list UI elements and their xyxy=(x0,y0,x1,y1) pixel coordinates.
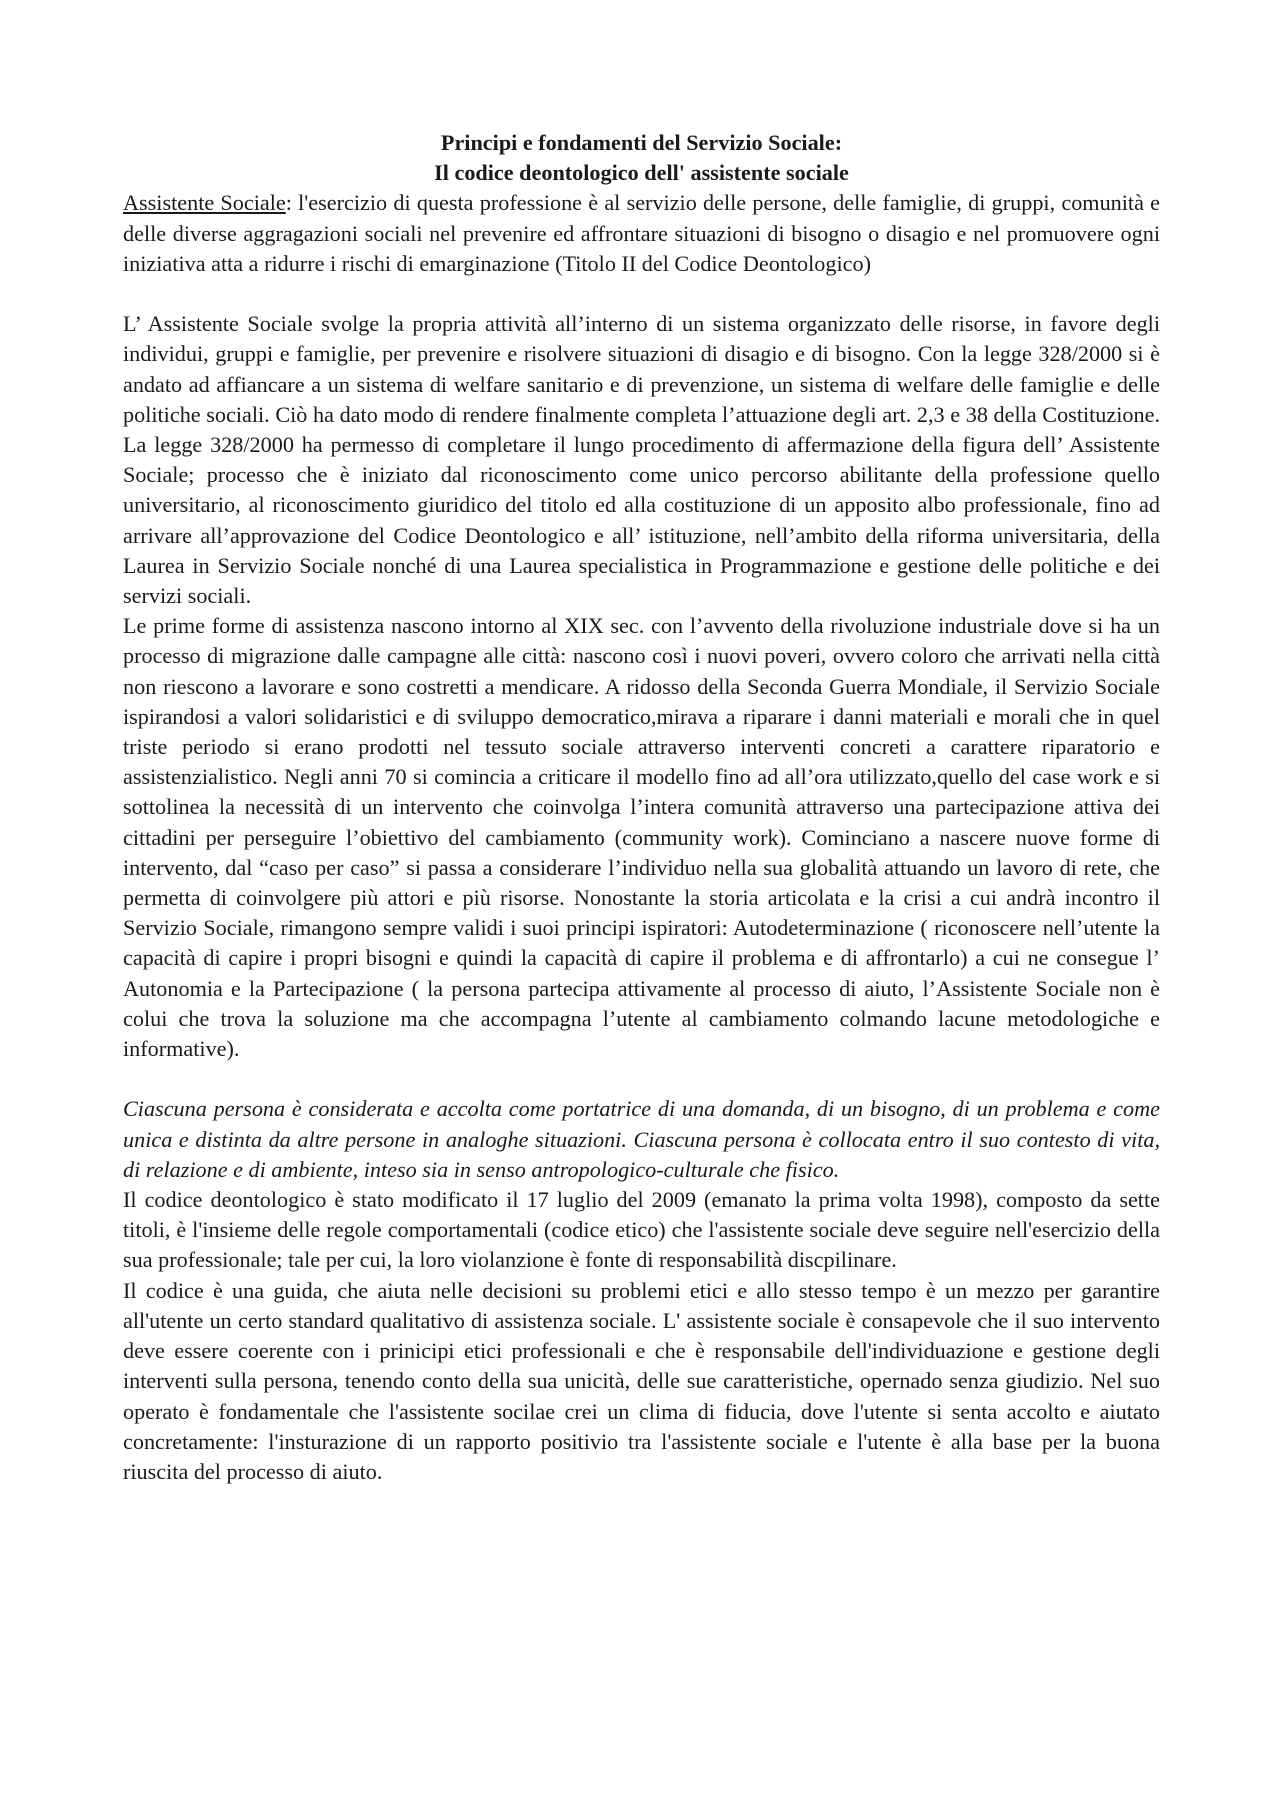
body-paragraph-4: Il codice è una guida, che aiuta nelle decisioni su problemi etici e allo stesso tempo è un mezzo per garantire all'utente un certo standard qualitativo di assistenza sociale. L' assistente sociale è consapevole che il suo intervento deve essere coerente con i prinicipi etici professionali e che è responsabile dell'individuazione e gestione degli interventi sulla persona, tenendo conto della sua unicità, delle sue caratteristiche, opernado senza giudizio. Nel suo operato è fondamentale che l'assistente socilae crei un clima di fiducia, dove l'utente si senta accolto e aiutato concretamente: l'insturazione di un rapporto positivio tra l'assistente sociale e l'utente è alla base per la buona riuscita del processo di aiuto. xyxy=(123,1277,1160,1484)
paragraph-spacer xyxy=(123,1064,1160,1094)
document-title-line-1: Principi e fondamenti del Servizio Sociale: xyxy=(440,130,843,155)
body-paragraph-1: L’ Assistente Sociale svolge la propria attività all’interno di un sistema organizzato delle risorse, in favore degli individui, gruppi e famiglie, per prevenire e risolvere situazioni di disagio e di bisogno. Con la legge 328/2000 si è andato ad affiancare a un sistema di welfare sanitario e di prevenzione, un sistema di welfare delle famiglie e delle politiche sociali. Ciò ha dato modo di rendere finalmente completa l’attuazione degli art. 2,3 e 38 della Costituzione. La legge 328/2000 ha permesso di completare il lungo procedimento di affermazione della figura dell’ Assistente Sociale; processo che è iniziato dal riconoscimento come unico percorso abilitante della professione quello universitario, al riconoscimento giuridico del titolo ed alla costituzione di un apposito albo professionale, fino ad arrivare all’approvazione del Codice Deontologico e all’ istituzione, nell’ambito della riforma universitaria, della Laurea in Servizio Sociale nonché di una Laurea specialistica in Programmazione e gestione delle politiche e dei servizi sociali. xyxy=(123,311,1160,609)
intro-term: Assistente Sociale xyxy=(123,190,286,216)
document-title-line-2: Il codice deontologico dell' assistente sociale xyxy=(434,160,849,186)
body-paragraph-3: Il codice deontologico è stato modificato il 17 luglio del 2009 (emanato la prima volta 1998), composto da sette titoli, è l'insieme delle regole comportamentali (codice etico) che l'assistente sociale deve seguire nell'esercizio della sua professionale; tale per cui, la loro violanzione è fonte di responsabilità discpilinare. xyxy=(123,1187,1160,1273)
document-page xyxy=(123,128,1160,1487)
paragraph-spacer xyxy=(123,279,1160,309)
body-paragraph-2: Le prime forme di assistenza nascono intorno al XIX sec. con l’avvento della rivoluzione industriale dove si ha un processo di migrazione dalle campagne alle città: nascono così i nuovi poveri, ovvero coloro che arrivati nella città non riescono a lavorare e sono costretti a mendicare. A ridosso della Seconda Guerra Mondiale, il Servizio Sociale ispirandosi a valori solidaristici e di sviluppo democratico,mirava a riparare i danni materiali e morali che in quel triste periodo si erano prodotti nel tessuto sociale attraverso interventi concreti a carattere riparatorio e assistenzialistico. Negli anni 70 si comincia a criticare il modello fino ad all’ora utilizzato,quello del case work e si sottolinea la necessità di un intervento che coinvolga l’intera comunità attraverso una partecipazione attiva dei cittadini per perseguire l’obiettivo del cambiamento (community work). Cominciano a nascere nuove forme di intervento, dal “caso per caso” si passa a considerare l’individuo nella sua globalità attuando un lavoro di rete, che permetta di coinvolgere più attori e più risorse. Nonostante la storia articolata e la crisi a cui andrà incontro il Servizio Sociale, rimangono sempre validi i suoi principi ispiratori: Autodeterminazione ( riconoscere nell’utente la capacità di capire i propri bisogni e quindi la capacità di capire il problema e di affrontarlo) a cui ne consegue l’ Autonomia e la Partecipazione ( la persona partecipa attivamente al processo di aiuto, l’Assistente Sociale non è colui che trova la soluzione ma che accompagna l’utente al cambiamento colmando lacune metodologiche e informative). xyxy=(123,613,1160,1062)
italic-quote-paragraph: Ciascuna persona è considerata e accolta come portatrice di una domanda, di un bisogno, di un problema e come unica e distinta da altre persone in analoghe situazioni. Ciascuna persona è collocata entro il suo contesto di vita, di relazione e di ambiente, inteso sia in senso antropologico-culturale che fisico. xyxy=(123,1096,1160,1182)
intro-paragraph xyxy=(123,188,1160,279)
intro-text: : l'esercizio di questa professione è al servizio delle persone, delle famiglie, di gruppi, comunità e delle diverse aggragazioni sociali nel prevenire ed affrontare situazioni di bisogno o disagio e nel promuovere ogni iniziativa atta a ridurre i rischi di emarginazione (Titolo II del Codice Deontologico) xyxy=(123,190,1161,276)
